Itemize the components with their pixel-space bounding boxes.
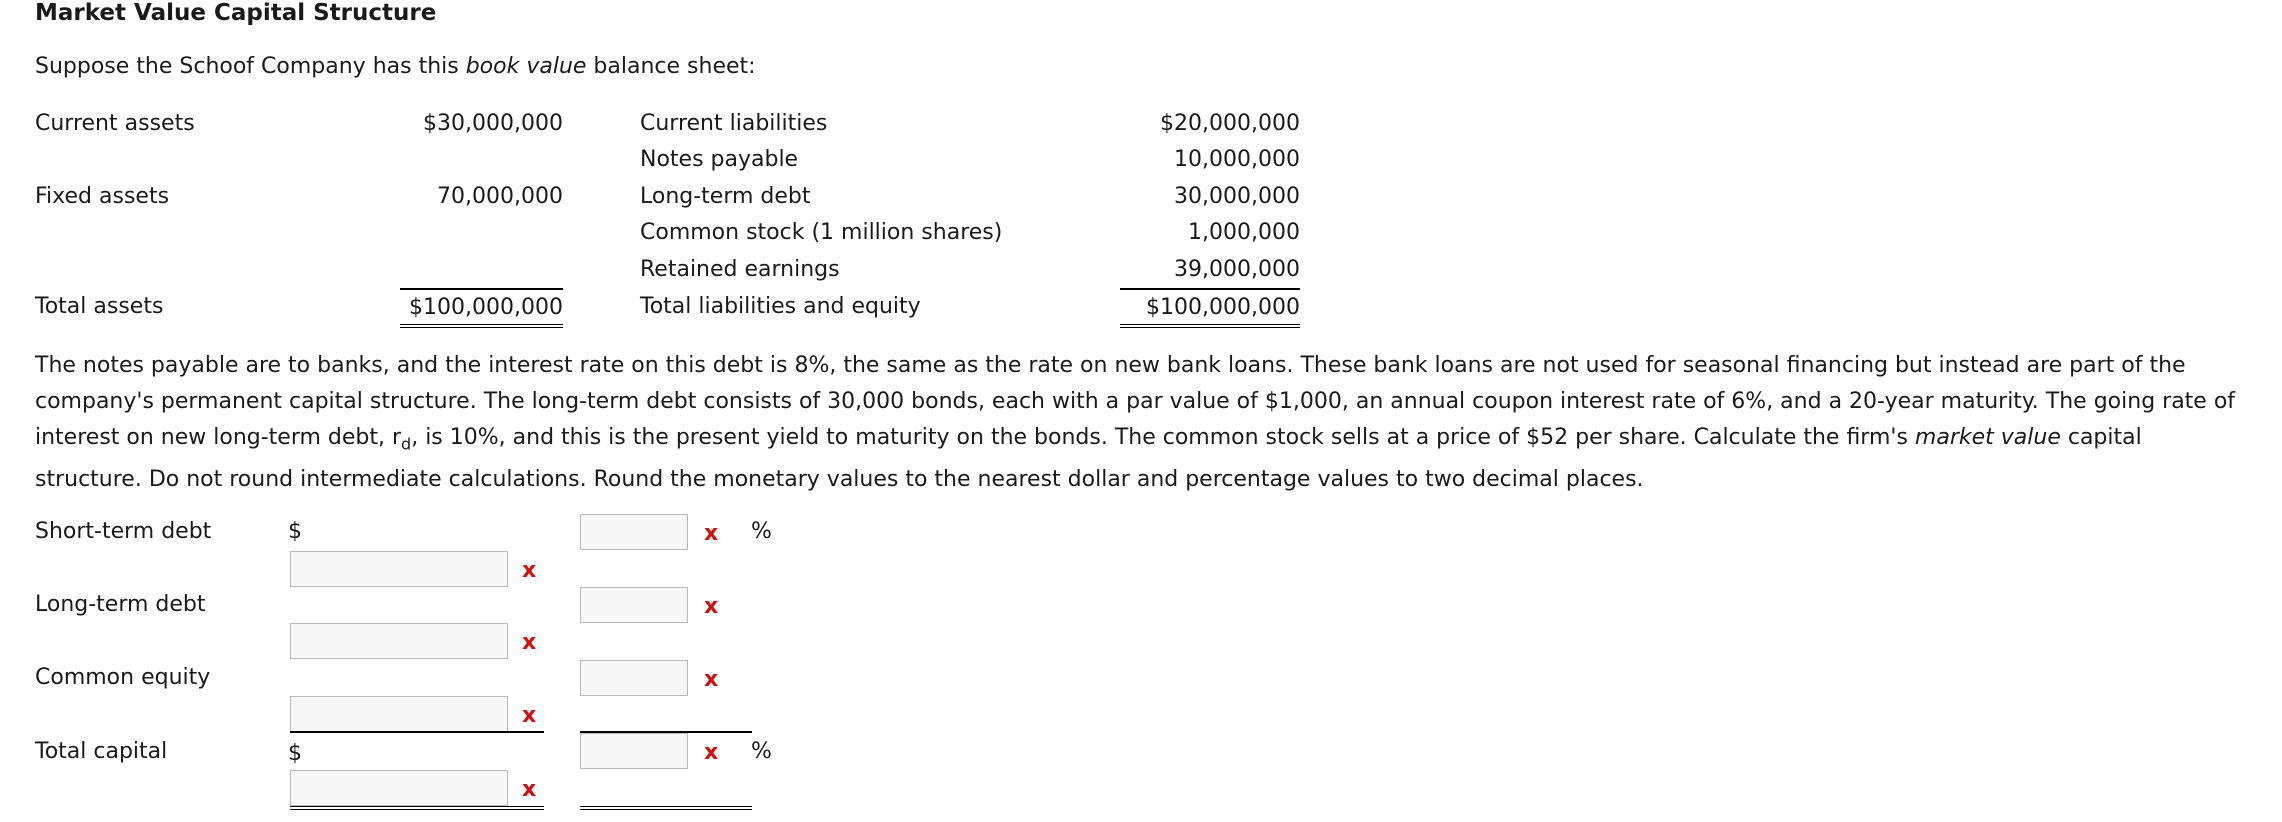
currency-sign: $ xyxy=(288,519,302,544)
bs-retained-earnings-label: Retained earnings xyxy=(640,257,840,282)
bs-fixed-assets-value: 70,000,000 xyxy=(437,184,563,209)
bs-current-liabilities-label: Current liabilities xyxy=(640,111,828,136)
bs-total-assets-label: Total assets xyxy=(35,294,164,319)
bs-long-term-debt-value: 30,000,000 xyxy=(1174,184,1300,209)
subtotal-rule-amount xyxy=(290,731,544,733)
incorrect-x-icon: x xyxy=(704,594,719,619)
bs-total-liabilities-equity-value: $100,000,000 xyxy=(1120,288,1300,328)
long-term-debt-amount-input[interactable] xyxy=(290,623,508,659)
bs-current-assets-label: Current assets xyxy=(35,111,195,136)
incorrect-x-icon: x xyxy=(522,630,537,655)
incorrect-x-icon: x xyxy=(704,667,719,692)
total-rule-amount xyxy=(290,806,544,810)
bs-fixed-assets-label: Fixed assets xyxy=(35,184,170,209)
row-label-common-equity: Common equity xyxy=(35,665,211,690)
total-rule-percent xyxy=(580,806,752,810)
short-term-debt-amount-input[interactable] xyxy=(290,551,508,587)
bs-current-assets-value: $30,000,000 xyxy=(423,111,563,136)
bs-common-stock-label: Common stock (1 million shares) xyxy=(640,220,1003,245)
currency-sign: $ xyxy=(288,741,302,766)
intro-text: Suppose the Schoof Company has this book value balance sheet: xyxy=(35,54,756,79)
incorrect-x-icon: x xyxy=(704,521,719,546)
problem-paragraph: The notes payable are to banks, and the interest rate on this debt is 8%, the same as the rate on new bank loans. These bank loans are not used for seasonal financing but instead are part of the company's permanent capital structure. The long-term debt consists of 30,000 bonds, each with a par value of $1,000, an annual coupon interest rate of 6%, and a 20-year maturity. The going rate of interest on new long-term debt, $r_d$, is 10%, and this is the present yield to maturity on the bonds. The common stock sells at a price of $52 per share. Calculate the firm's market value capital structure. Do not round intermediate calculations. Round the monetary values to the nearest dollar and percentage values to two decimal places. xyxy=(35,353,2236,493)
row-label-long-term-debt: Long-term debt xyxy=(35,592,206,617)
common-equity-percent-input[interactable] xyxy=(580,660,688,696)
bs-common-stock-value: 1,000,000 xyxy=(1188,220,1300,245)
percent-sign: % xyxy=(751,739,772,764)
incorrect-x-icon: x xyxy=(522,777,537,802)
bs-current-liabilities-value: $20,000,000 xyxy=(1160,111,1300,136)
page-title: Market Value Capital Structure xyxy=(35,0,437,26)
bs-retained-earnings-value: 39,000,000 xyxy=(1174,257,1300,282)
total-capital-amount-input[interactable] xyxy=(290,770,508,806)
bs-long-term-debt-label: Long-term debt xyxy=(640,184,811,209)
common-equity-amount-input[interactable] xyxy=(290,696,508,732)
incorrect-x-icon: x xyxy=(522,703,537,728)
percent-sign: % xyxy=(751,519,772,544)
long-term-debt-percent-input[interactable] xyxy=(580,587,688,623)
bs-notes-payable-value: 10,000,000 xyxy=(1174,147,1300,172)
row-label-total-capital: Total capital xyxy=(35,739,168,764)
row-label-short-term-debt: Short-term debt xyxy=(35,519,212,544)
bs-total-liabilities-equity-label: Total liabilities and equity xyxy=(640,294,921,319)
bs-notes-payable-label: Notes payable xyxy=(640,147,799,172)
incorrect-x-icon: x xyxy=(704,740,719,765)
total-capital-percent-input[interactable] xyxy=(580,733,688,769)
short-term-debt-percent-input[interactable] xyxy=(580,514,688,550)
bs-total-assets-value: $100,000,000 xyxy=(400,288,563,328)
incorrect-x-icon: x xyxy=(522,558,537,583)
